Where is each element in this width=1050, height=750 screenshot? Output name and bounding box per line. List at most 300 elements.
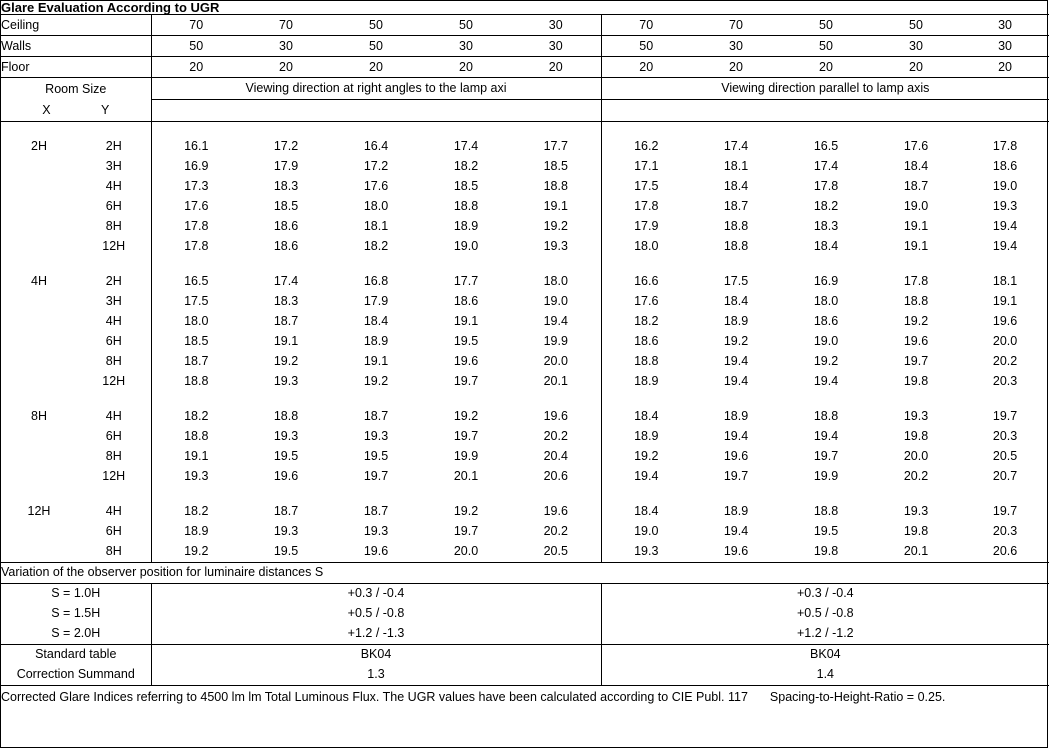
- row-y: 3H: [77, 157, 151, 177]
- cell-par: 19.5: [813, 524, 839, 539]
- floor-value: 20: [511, 57, 601, 78]
- cell-perp: 19.3: [273, 429, 299, 444]
- row-y: 4H: [77, 502, 151, 522]
- cell-par: 17.8: [813, 179, 839, 194]
- table-row: [1, 292, 1049, 312]
- cell-par: 20.2: [992, 354, 1018, 369]
- ceiling-value: 70: [601, 15, 691, 36]
- cell-par: 20.6: [992, 544, 1018, 559]
- table-row: [1, 372, 1049, 392]
- floor-value: 20: [781, 57, 871, 78]
- cell-par: 19.3: [634, 544, 659, 559]
- walls-value: 50: [601, 36, 691, 57]
- cell-par: 19.1: [903, 219, 929, 234]
- cell-par: 20.2: [903, 469, 929, 484]
- table-row: [1, 427, 1049, 447]
- spacer-right: [601, 392, 1049, 407]
- cell-perp: 19.5: [273, 544, 299, 559]
- cell-par: 19.4: [813, 429, 839, 444]
- ceiling-value: 50: [331, 15, 421, 36]
- cell-perp: 19.7: [363, 469, 389, 484]
- cell-perp: 18.9: [363, 334, 389, 349]
- variation-row: [1, 604, 1049, 624]
- cell-perp: 19.6: [511, 407, 601, 427]
- standard-perp-value: BK04: [151, 644, 601, 665]
- cell-perp: 18.7: [184, 354, 209, 369]
- cell-par: 19.7: [903, 354, 929, 369]
- cell-perp: 19.5: [453, 334, 479, 349]
- row-y: 3H: [77, 292, 151, 312]
- row-x: [1, 542, 77, 563]
- cell-perp: 19.2: [184, 544, 209, 559]
- standard-par-value: BK04: [601, 644, 1049, 665]
- cell-par: 17.8: [634, 199, 659, 214]
- cell-par: 19.3: [903, 409, 929, 424]
- spacer-row: [1, 121, 1049, 137]
- floor-value: 20: [241, 57, 331, 78]
- spacer-right: [601, 487, 1049, 502]
- spacer-x: [1, 257, 77, 272]
- row-x: 8H: [31, 409, 47, 424]
- cell-par: 17.5: [634, 179, 659, 194]
- cell-par: 18.7: [903, 179, 929, 194]
- row-x: [1, 522, 77, 542]
- walls-value: 30: [961, 36, 1049, 57]
- cell-par: 16.5: [813, 139, 839, 154]
- cell-perp: 19.5: [363, 449, 389, 464]
- row-y: 4H: [77, 177, 151, 197]
- cell-perp: 19.2: [511, 217, 601, 237]
- spacer-y: [77, 392, 151, 407]
- row-y: 4H: [77, 407, 151, 427]
- cell-perp: 17.7: [511, 137, 601, 157]
- table-row: [1, 332, 1049, 352]
- cell-perp: 18.8: [453, 199, 479, 214]
- xy-header-row: [1, 100, 1049, 122]
- row-x: [1, 332, 77, 352]
- floor-value: 20: [331, 57, 421, 78]
- cell-perp: 19.3: [363, 429, 389, 444]
- row-x: 4H: [31, 274, 47, 289]
- cell-par: 19.3: [903, 504, 929, 519]
- cell-par: 20.7: [992, 469, 1018, 484]
- table-row: [1, 137, 1049, 157]
- cell-par: 16.9: [813, 274, 839, 289]
- row-x: 2H: [31, 139, 47, 154]
- cell-par: 18.4: [634, 504, 659, 519]
- cell-par: 19.4: [723, 354, 749, 369]
- cell-par: 17.8: [903, 274, 929, 289]
- spacer-x: [1, 487, 77, 502]
- row-x: [1, 197, 77, 217]
- cell-par: 19.4: [723, 429, 749, 444]
- cell-par: 17.5: [723, 274, 749, 289]
- cell-perp: 19.0: [453, 239, 479, 254]
- spacer-x: [1, 392, 77, 407]
- cell-perp: 19.1: [363, 354, 389, 369]
- spacer-y: [77, 487, 151, 502]
- cell-par: 19.8: [813, 544, 839, 559]
- cell-par: 19.8: [903, 429, 929, 444]
- variation-row: [1, 624, 1049, 645]
- cell-perp: 20.6: [511, 467, 601, 487]
- cell-par: 20.3: [992, 429, 1018, 444]
- variation-row: [1, 583, 1049, 604]
- floor-label: Floor: [1, 57, 151, 78]
- cell-par: 18.0: [813, 294, 839, 309]
- cell-perp: 18.2: [453, 159, 479, 174]
- cell-perp: 17.8: [184, 239, 209, 254]
- cell-perp: 16.9: [184, 159, 209, 174]
- cell-par: 18.8: [813, 504, 839, 519]
- cell-perp: 19.6: [273, 469, 299, 484]
- cell-perp: 17.4: [273, 274, 299, 289]
- cell-perp: 18.5: [184, 334, 209, 349]
- spacer-left: [151, 487, 511, 502]
- footer-row: [1, 685, 1049, 710]
- cell-par: 16.2: [634, 139, 659, 154]
- cell-perp: 20.4: [511, 447, 601, 467]
- cell-perp: 18.8: [273, 409, 299, 424]
- spacer-left: [151, 121, 511, 137]
- floor-value: 20: [151, 57, 241, 78]
- cell-perp: 18.3: [273, 179, 299, 194]
- cell-par: 19.2: [813, 354, 839, 369]
- row-x: [1, 237, 77, 257]
- cell-perp: 17.8: [184, 219, 209, 234]
- row-y: 6H: [77, 522, 151, 542]
- cell-perp: 17.4: [453, 139, 479, 154]
- cell-perp: 18.5: [511, 157, 601, 177]
- cell-par: 18.4: [723, 179, 749, 194]
- cell-perp: 17.6: [184, 199, 209, 214]
- cell-par: 18.3: [813, 219, 839, 234]
- cell-par: 19.0: [813, 334, 839, 349]
- cell-perp: 19.6: [453, 354, 479, 369]
- cell-perp: 19.1: [511, 197, 601, 217]
- xy-spacer-left: [151, 100, 601, 122]
- reflectance-row-walls: [1, 36, 1049, 57]
- cell-perp: 18.6: [453, 294, 479, 309]
- spacer-left: [151, 392, 511, 407]
- walls-value: 50: [151, 36, 241, 57]
- cell-perp: 17.3: [184, 179, 209, 194]
- page-title: Glare Evaluation According to UGR: [1, 1, 1049, 15]
- variation-title-row: [1, 562, 1049, 583]
- cell-par: 18.4: [903, 159, 929, 174]
- row-x: [1, 217, 77, 237]
- cell-par: 19.0: [992, 179, 1018, 194]
- cell-perp: 18.6: [273, 239, 299, 254]
- cell-perp: 17.9: [363, 294, 389, 309]
- spacer-row: [1, 487, 1049, 502]
- cell-perp: 19.3: [273, 374, 299, 389]
- cell-par: 18.2: [634, 314, 659, 329]
- xy-header: [1, 100, 151, 122]
- cell-perp: 19.3: [363, 524, 389, 539]
- direction-perpendicular-header: Viewing direction at right angles to the lamp axi: [151, 78, 601, 100]
- row-y: 6H: [77, 427, 151, 447]
- cell-par: 19.6: [903, 334, 929, 349]
- cell-par: 20.3: [992, 524, 1018, 539]
- cell-perp: 20.1: [511, 372, 601, 392]
- cell-perp: 19.6: [363, 544, 389, 559]
- x-header: X: [42, 102, 51, 117]
- cell-par: 19.0: [634, 524, 659, 539]
- row-y: 8H: [77, 542, 151, 563]
- cell-perp: 18.7: [273, 314, 299, 329]
- variation-label: S = 2.0H: [1, 624, 151, 645]
- footer-spacing-ratio: Spacing-to-Height-Ratio = 0.25.: [769, 690, 946, 705]
- table-row: [1, 502, 1049, 522]
- cell-par: 19.0: [903, 199, 929, 214]
- cell-perp: 19.2: [453, 504, 479, 519]
- cell-par: 19.1: [992, 294, 1018, 309]
- cell-par: 19.7: [723, 469, 749, 484]
- cell-par: 18.7: [723, 199, 749, 214]
- cell-par: 19.2: [634, 449, 659, 464]
- cell-perp: 16.5: [184, 274, 209, 289]
- cell-par: 18.6: [634, 334, 659, 349]
- ceiling-value: 30: [961, 15, 1049, 36]
- row-y: 6H: [77, 332, 151, 352]
- cell-par: 19.4: [723, 524, 749, 539]
- cell-perp: 19.9: [511, 332, 601, 352]
- footer-text: Corrected Glare Indices referring to 4500 lm lm Total Luminous Flux. The UGR values have been calculated according to CIE Publ. 117: [1, 690, 748, 705]
- row-x: [1, 467, 77, 487]
- correction-par-value: 1.4: [601, 665, 1049, 686]
- cell-perp: 20.1: [453, 469, 479, 484]
- standard-table-label: Standard table: [1, 644, 151, 665]
- footer-note: [1, 685, 1049, 710]
- variation-title: Variation of the observer position for luminaire distances S: [1, 562, 1049, 583]
- cell-par: 19.1: [903, 239, 929, 254]
- spacer-row: [1, 392, 1049, 407]
- cell-perp: 18.0: [363, 199, 389, 214]
- cell-perp: 18.7: [273, 504, 299, 519]
- row-y: 8H: [77, 447, 151, 467]
- row-x: [1, 352, 77, 372]
- cell-perp: 19.6: [511, 502, 601, 522]
- cell-perp: 17.6: [363, 179, 389, 194]
- table-row: [1, 467, 1049, 487]
- cell-par: 18.8: [723, 219, 749, 234]
- table-row: [1, 237, 1049, 257]
- cell-perp: 17.7: [453, 274, 479, 289]
- ceiling-value: 50: [871, 15, 961, 36]
- table-row: [1, 197, 1049, 217]
- variation-label: S = 1.0H: [1, 583, 151, 604]
- cell-perp: 19.7: [453, 429, 479, 444]
- cell-par: 19.7: [992, 409, 1018, 424]
- cell-par: 18.4: [723, 294, 749, 309]
- cell-perp: 20.2: [511, 427, 601, 447]
- cell-par: 19.6: [723, 544, 749, 559]
- y-header: Y: [100, 102, 110, 117]
- cell-par: 20.5: [992, 449, 1018, 464]
- cell-par: 18.2: [813, 199, 839, 214]
- reflectance-row-floor: [1, 57, 1049, 78]
- cell-perp: 17.5: [184, 294, 209, 309]
- variation-perp-value: +1.2 / -1.3: [151, 624, 601, 645]
- cell-perp: 19.1: [453, 314, 479, 329]
- row-y: 6H: [77, 197, 151, 217]
- cell-par: 17.4: [813, 159, 839, 174]
- cell-perp: 20.5: [511, 542, 601, 563]
- cell-perp: 16.1: [184, 139, 209, 154]
- cell-par: 18.8: [903, 294, 929, 309]
- cell-perp: 19.2: [453, 409, 479, 424]
- floor-value: 20: [871, 57, 961, 78]
- cell-perp: 19.5: [273, 449, 299, 464]
- cell-par: 18.9: [723, 504, 749, 519]
- xy-spacer-right: [601, 100, 1049, 122]
- cell-perp: 18.8: [511, 177, 601, 197]
- cell-perp: 16.8: [363, 274, 389, 289]
- row-x: [1, 372, 77, 392]
- spacer-x: [1, 121, 77, 137]
- spacer-y: [77, 121, 151, 137]
- cell-par: 19.4: [992, 239, 1018, 254]
- row-x: [1, 157, 77, 177]
- cell-perp: 18.5: [273, 199, 299, 214]
- cell-perp: 18.0: [511, 272, 601, 292]
- cell-perp: 19.2: [363, 374, 389, 389]
- cell-perp: 18.0: [184, 314, 209, 329]
- cell-par: 19.6: [992, 314, 1018, 329]
- table-row: [1, 312, 1049, 332]
- cell-perp: 18.8: [184, 429, 209, 444]
- row-y: 2H: [77, 137, 151, 157]
- cell-par: 16.6: [634, 274, 659, 289]
- row-y: 12H: [77, 237, 151, 257]
- cell-perp: 19.2: [273, 354, 299, 369]
- ceiling-label: Ceiling: [1, 15, 151, 36]
- walls-value: 50: [331, 36, 421, 57]
- spacer-left-edge: [511, 392, 601, 407]
- floor-value: 20: [421, 57, 511, 78]
- cell-par: 19.4: [992, 219, 1018, 234]
- ceiling-value: 30: [511, 15, 601, 36]
- ugr-table: [1, 1, 1049, 710]
- spacer-left-edge: [511, 487, 601, 502]
- cell-par: 18.8: [723, 239, 749, 254]
- cell-perp: 19.1: [273, 334, 299, 349]
- cell-perp: 18.2: [184, 409, 209, 424]
- variation-label: S = 1.5H: [1, 604, 151, 624]
- cell-perp: 19.4: [511, 312, 601, 332]
- cell-perp: 18.5: [453, 179, 479, 194]
- correction-summand-label: Correction Summand: [1, 665, 151, 686]
- cell-par: 18.4: [634, 409, 659, 424]
- cell-perp: 19.0: [511, 292, 601, 312]
- spacer-left-edge: [511, 257, 601, 272]
- cell-par: 19.2: [903, 314, 929, 329]
- cell-perp: 19.3: [511, 237, 601, 257]
- variation-par-value: +0.5 / -0.8: [797, 606, 854, 621]
- cell-perp: 18.8: [184, 374, 209, 389]
- cell-par: 20.0: [992, 334, 1018, 349]
- walls-value: 50: [781, 36, 871, 57]
- cell-par: 17.6: [634, 294, 659, 309]
- reflectance-row-ceiling: [1, 15, 1049, 36]
- cell-par: 19.7: [813, 449, 839, 464]
- cell-par: 19.4: [723, 374, 749, 389]
- table-row: [1, 272, 1049, 292]
- cell-perp: 18.2: [363, 239, 389, 254]
- row-y: 12H: [77, 467, 151, 487]
- cell-par: 17.4: [723, 139, 749, 154]
- row-x: [1, 177, 77, 197]
- cell-par: 18.4: [813, 239, 839, 254]
- cell-par: 19.9: [813, 469, 839, 484]
- spacer-right: [601, 257, 1049, 272]
- row-x: [1, 292, 77, 312]
- cell-par: 17.6: [903, 139, 929, 154]
- cell-perp: 19.9: [453, 449, 479, 464]
- cell-par: 19.2: [723, 334, 749, 349]
- cell-perp: 20.2: [511, 522, 601, 542]
- cell-par: 19.8: [903, 374, 929, 389]
- cell-par: 18.6: [992, 159, 1018, 174]
- direction-header-row: [1, 78, 1049, 100]
- cell-perp: 20.0: [511, 352, 601, 372]
- walls-label: Walls: [1, 36, 151, 57]
- cell-par: 18.8: [813, 409, 839, 424]
- cell-par: 19.3: [992, 199, 1018, 214]
- floor-value: 20: [691, 57, 781, 78]
- spacer-left-edge: [511, 121, 601, 137]
- cell-par: 18.9: [723, 314, 749, 329]
- cell-par: 18.9: [634, 429, 659, 444]
- cell-perp: 18.9: [453, 219, 479, 234]
- table-row: [1, 217, 1049, 237]
- row-y: 4H: [77, 312, 151, 332]
- ceiling-value: 70: [241, 15, 331, 36]
- cell-perp: 18.7: [363, 504, 389, 519]
- cell-perp: 18.6: [273, 219, 299, 234]
- floor-value: 20: [961, 57, 1049, 78]
- ceiling-value: 70: [151, 15, 241, 36]
- ceiling-value: 50: [421, 15, 511, 36]
- row-x: [1, 447, 77, 467]
- cell-perp: 18.4: [363, 314, 389, 329]
- row-x: 12H: [27, 504, 51, 519]
- cell-par: 18.9: [723, 409, 749, 424]
- floor-value: 20: [601, 57, 691, 78]
- row-y: 2H: [77, 272, 151, 292]
- table-row: [1, 447, 1049, 467]
- cell-perp: 19.3: [273, 524, 299, 539]
- cell-par: 20.0: [903, 449, 929, 464]
- spacer-y: [77, 257, 151, 272]
- walls-value: 30: [511, 36, 601, 57]
- cell-par: 19.4: [634, 469, 659, 484]
- spacer-right: [601, 121, 1049, 137]
- cell-perp: 18.9: [184, 524, 209, 539]
- direction-parallel-header: Viewing direction parallel to lamp axis: [601, 78, 1049, 100]
- row-y: 8H: [77, 217, 151, 237]
- cell-perp: 17.2: [273, 139, 299, 154]
- walls-value: 30: [421, 36, 511, 57]
- cell-par: 17.1: [634, 159, 659, 174]
- correction-perp-value: 1.3: [151, 665, 601, 686]
- cell-perp: 16.4: [363, 139, 389, 154]
- row-y: 8H: [77, 352, 151, 372]
- cell-perp: 18.2: [184, 504, 209, 519]
- cell-par: 19.4: [813, 374, 839, 389]
- ceiling-value: 50: [781, 15, 871, 36]
